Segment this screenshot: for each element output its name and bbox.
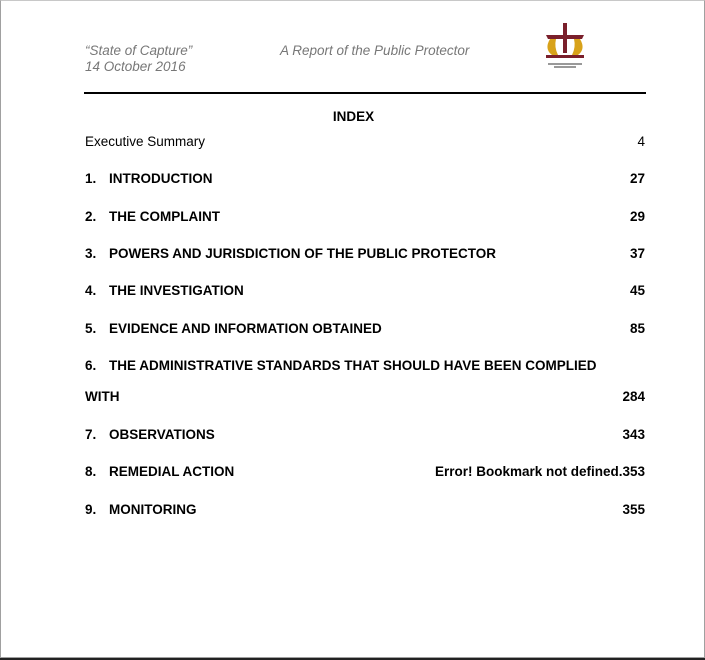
entry-label: THE COMPLAINT — [109, 209, 220, 224]
entry-label: OBSERVATIONS — [109, 427, 215, 442]
entry-number: 7. — [85, 427, 97, 442]
entry-page: 45 — [629, 283, 645, 298]
index-entry[interactable] — [85, 464, 645, 480]
index-entry[interactable] — [85, 358, 645, 374]
entry-page: 27 — [629, 171, 645, 186]
report-name: “State of Capture” — [85, 43, 193, 58]
index-entry[interactable] — [85, 427, 645, 443]
index-entry[interactable] — [85, 246, 645, 262]
entry-label: POWERS AND JURISDICTION OF THE PUBLIC PROTECTOR — [109, 246, 497, 261]
header-report-info — [85, 43, 192, 75]
public-protector-logo — [536, 21, 596, 71]
entry-number: 3. — [85, 246, 97, 261]
index-entry[interactable] — [85, 502, 645, 518]
entry-label: INTRODUCTION — [109, 171, 213, 186]
entry-label-continuation: WITH — [85, 389, 120, 404]
entry-page: 29 — [629, 209, 645, 224]
entry-number: 5. — [85, 321, 97, 336]
index-entry[interactable] — [85, 171, 645, 187]
entry-label: REMEDIAL ACTION — [109, 464, 235, 479]
entry-label: EVIDENCE AND INFORMATION OBTAINED — [109, 321, 382, 336]
header-divider — [84, 92, 646, 94]
entry-number: 9. — [85, 502, 97, 517]
entry-page: 4 — [637, 134, 645, 149]
header-subtitle: A Report of the Public Protector — [280, 43, 470, 58]
index-entry-executive-summary[interactable] — [85, 134, 645, 150]
index-entry[interactable] — [85, 321, 645, 337]
entry-label: MONITORING — [109, 502, 197, 517]
entry-label: Executive Summary — [85, 134, 206, 149]
entry-number: 8. — [85, 464, 97, 479]
entry-page: 85 — [629, 321, 645, 336]
index-title: INDEX — [332, 109, 375, 124]
entry-page: 284 — [622, 389, 645, 404]
entry-number: 6. — [85, 358, 97, 373]
entry-page: 355 — [622, 502, 645, 517]
index-entry[interactable] — [85, 283, 645, 299]
entry-number: 2. — [85, 209, 97, 224]
report-date: 14 October 2016 — [85, 59, 186, 74]
entry-page: 37 — [629, 246, 645, 261]
entry-page: Error! Bookmark not defined.353 — [434, 464, 645, 479]
entry-page: 343 — [622, 427, 645, 442]
index-entry[interactable] — [85, 209, 645, 225]
entry-number: 4. — [85, 283, 97, 298]
entry-label: THE ADMINISTRATIVE STANDARDS THAT SHOULD HAVE BEEN COMPLIED — [109, 358, 597, 373]
entry-label: THE INVESTIGATION — [109, 283, 244, 298]
index-entry-continuation[interactable] — [85, 389, 645, 405]
entry-number: 1. — [85, 171, 97, 186]
